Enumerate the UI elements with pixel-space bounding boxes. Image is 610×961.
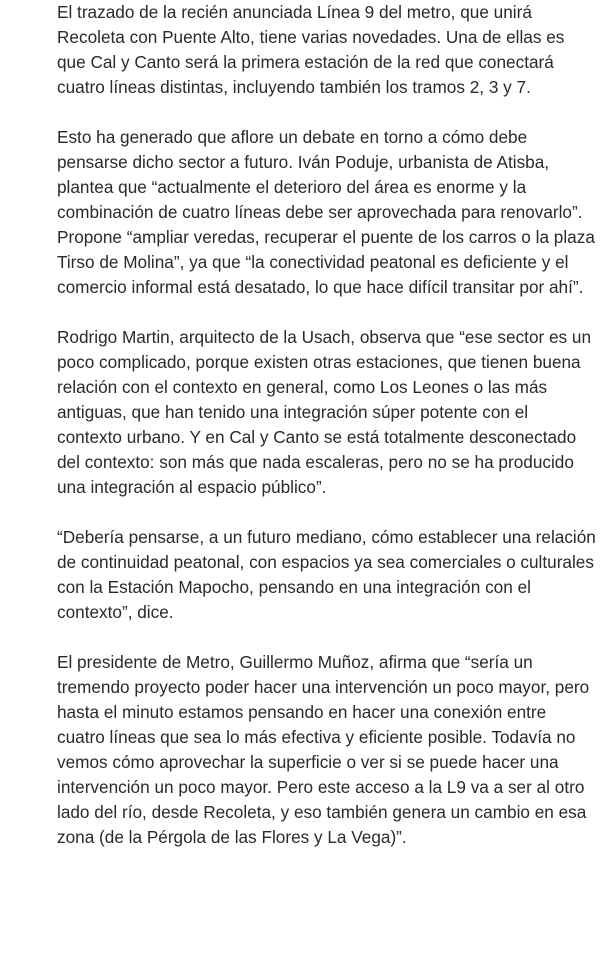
- article-paragraph-5: El presidente de Metro, Guillermo Muñoz, afirma que “sería un tremendo proyecto poder hacer una intervención un poco mayor, pero hasta el minuto estamos pensando en hacer una conexión entre cuatro líneas que sea lo más efectiva y eficiente posible. Todavía no vemos cómo aprovechar la superficie o ver si se puede hacer una intervención un poco mayor. Pero este acceso a la L9 va a ser al otro lado del río, desde Recoleta, y eso también genera un cambio en esa zona (de la Pérgola de las Flores y La Vega)”.: [57, 652, 590, 847]
- article-paragraph-2: Esto ha generado que aflore un debate en torno a cómo debe pensarse dicho sector a futuro. Iván Poduje, urbanista de Atisba, plantea que “actualmente el deterioro del área es enorme y la combinación de cuatro líneas debe ser aprovechada para renovarlo”. Propone “ampliar veredas, recuperar el puente de los carros o la plaza Tirso de Molina”, ya que “la conectividad peatonal es deficiente y el comercio informal está desatado, lo que hace difícil transitar por ahí”.: [57, 127, 595, 297]
- article-body: [57, 0, 597, 875]
- article-paragraph-3: Rodrigo Martin, arquitecto de la Usach, observa que “ese sector es un poco complicado, porque existen otras estaciones, que tienen buena relación con el contexto en general, como Los Leones o las más antiguas, que han tenido una integración súper potente con el contexto urbano. Y en Cal y Canto se está totalmente desconectado del contexto: son más que nada escaleras, pero no se ha producido una integración al espacio público”.: [57, 327, 592, 497]
- article-paragraph-4: “Debería pensarse, a un futuro mediano, cómo establecer una relación de continuidad peatonal, con espacios ya sea comerciales o culturales con la Estación Mapocho, pensando en una integración con el contexto”, dice.: [57, 527, 596, 622]
- article-paragraph-1: El trazado de la recién anunciada Línea 9 del metro, que unirá Recoleta con Puente Alto, tiene varias novedades. Una de ellas es que Cal y Canto será la primera estación de la red que conectará cuatro líneas distintas, incluyendo también los tramos 2, 3 y 7.: [57, 2, 565, 97]
